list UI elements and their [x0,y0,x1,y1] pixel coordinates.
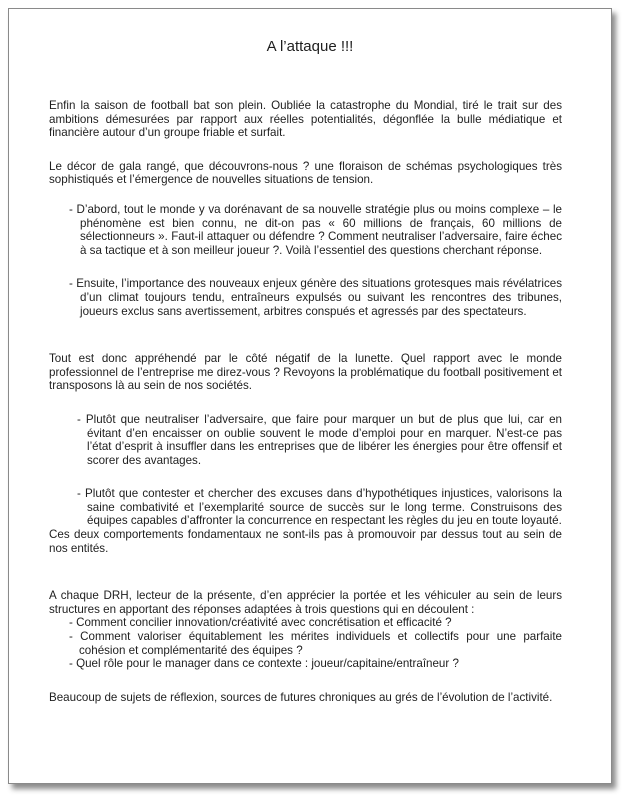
paragraph-context: Le décor de gala rangé, que découvrons-nous ? une floraison de schémas psychologiques très sophistiqués et l’émergence de nouvelles situations de tension. [49,159,562,187]
bullet-stakes: - Ensuite, l’importance des nouveaux enjeux génère des situations grotesques mais révélatrices d’un climat toujours tendu, entraîneurs expulsés ou suivant les rencontres des tribunes, joueurs exclus sans avertissement, arbitres conspués et agressés par des spectateurs. [69,277,562,318]
document-body [49,99,562,704]
question-merits: - Comment valoriser équitablement les mérites individuels et collectifs pour une parfaite cohésion et complémentarité des équipes ? [69,630,562,657]
paragraph-negative-view: Tout est donc appréhendé par le côté négatif de la lunette. Quel rapport avec le monde professionnel de l’entreprise me direz-vous ? Revoyons la problématique du football positivement et transposons là au sein de nos sociétés. [49,352,562,393]
bullet-offense: - Plutôt que neutraliser l’adversaire, que faire pour marquer un but de plus que lui, car en évitant d’en encaisser on oublie souvent le mode d’emploi pour en marquer. N’est-ce pas l’état d’esprit à insuffler dans les entreprises que de libérer les énergies pour être offensif et scorer des avantages. [77,412,562,467]
bullet-combativity: - Plutôt que contester et chercher des excuses dans d’hypothétiques injustices, valorisons la saine combativité et l’exemplarité source de succès sur le long terme. Construisons des équipes capables d’affronter la concurrence en respectant les règles du jeu en toute loyauté. [77,487,562,528]
paragraph-intro: Enfin la saison de football bat son plein. Oubliée la catastrophe du Mondial, tiré le trait sur des ambitions démesurées par rapport aux réelles potentialités, dégonflée la bulle médiatique et financière autour d’un groupe friable et surfait. [49,99,562,140]
question-manager-role: - Quel rôle pour le manager dans ce contexte : joueur/capitaine/entraîneur ? [69,657,459,671]
paragraph-conclusion: Beaucoup de sujets de réflexion, sources de futures chroniques au grés de l’évolution de l’activité. [49,690,553,704]
paragraph-behaviours: Ces deux comportements fondamentaux ne sont-ils pas à promouvoir par dessus tout au sein de nos entités. [49,528,562,555]
question-innovation: - Comment concilier innovation/créativité avec concrétisation et efficacité ? [69,616,452,630]
bullet-strategy: - D’abord, tout le monde y va dorénavant de sa nouvelle stratégie plus ou moins complexe – le phénomène est bien connu, ne dit-on pas « 60 millions de français, 60 millions de sélectionneurs ». Faut-il attaquer ou défendre ? Comment neutraliser l’adversaire, faire échec à sa tactique et à son meilleur joueur ?. Voilà l’essentiel des questions cherchant réponse. [69,202,562,257]
document-page [8,8,612,784]
paragraph-drh: A chaque DRH, lecteur de la présente, d’en apprécier la portée et les véhiculer au sein de leurs structures en apportant des réponses adaptées à trois questions qui en découlent : [49,589,562,616]
document-title: A l’attaque !!! [266,38,354,55]
